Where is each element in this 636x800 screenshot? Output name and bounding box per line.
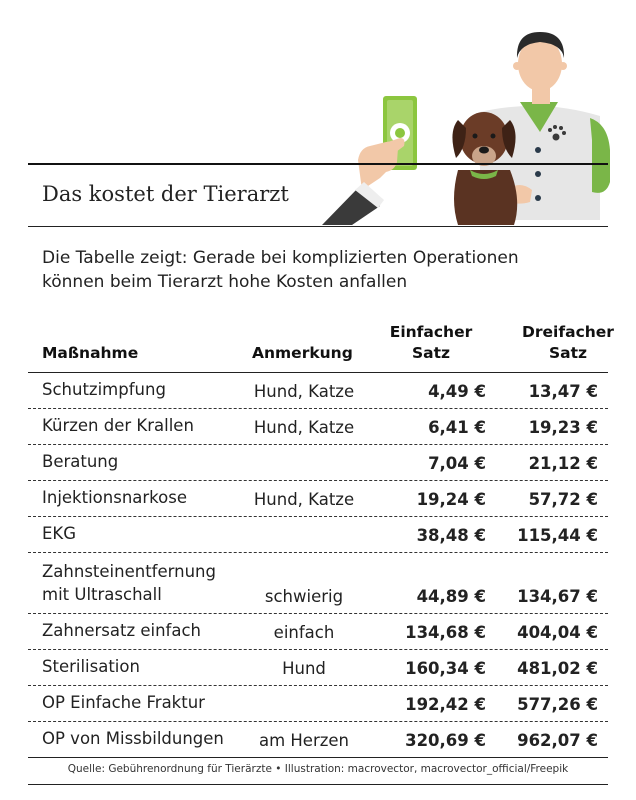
cell-note: Hund, Katze	[253, 490, 355, 509]
cell-single-rate: 44,89 €	[416, 587, 486, 606]
cell-single-rate: 38,48 €	[416, 526, 486, 545]
table-row	[28, 517, 608, 553]
table-row	[28, 373, 608, 409]
cell-note: Hund, Katze	[253, 418, 355, 437]
cell-triple-rate: 13,47 €	[528, 382, 598, 401]
header-top-rule	[28, 163, 608, 165]
intro-text	[42, 246, 582, 294]
table-row	[28, 614, 608, 650]
cell-single-rate: 7,04 €	[428, 454, 486, 473]
cell-single-rate: 19,24 €	[416, 490, 486, 509]
cell-single-rate: 4,49 €	[428, 382, 486, 401]
cell-triple-rate: 481,02 €	[517, 659, 598, 678]
table-row	[28, 650, 608, 686]
vet-illustration	[300, 20, 630, 235]
cell-triple-rate: 115,44 €	[517, 526, 598, 545]
cell-triple-rate: 134,67 €	[517, 587, 598, 606]
cell-measure-line-1: Zahnsteinentfernung	[42, 562, 216, 581]
cell-measure-line-2: mit Ultraschall	[42, 585, 162, 604]
cell-note: Hund	[282, 659, 326, 678]
cell-measure: OP Einfache Fraktur	[42, 693, 205, 712]
hand-with-money-icon	[322, 96, 417, 225]
cell-measure: Beratung	[42, 452, 119, 471]
intro-line-1: Die Tabelle zeigt: Gerade bei komplizierten Operationen	[42, 248, 519, 268]
cell-triple-rate: 19,23 €	[528, 418, 598, 437]
header-bottom-rule	[28, 226, 608, 227]
table-header	[28, 318, 614, 373]
cell-triple-rate: 57,72 €	[528, 490, 598, 509]
page-title: Das kostet der Tierarzt	[42, 182, 289, 206]
header-single-line-1: Einfacher	[389, 323, 473, 341]
cell-single-rate: 160,34 €	[405, 659, 486, 678]
header-triple-rate	[498, 322, 636, 364]
cell-triple-rate: 404,04 €	[517, 623, 598, 642]
header-triple-line-1: Dreifacher	[522, 323, 614, 341]
header-triple-line-2: Satz	[548, 344, 588, 362]
header-single-rate	[376, 322, 486, 364]
cell-triple-rate: 21,12 €	[528, 454, 598, 473]
table-row	[28, 445, 608, 481]
table-row	[28, 553, 608, 614]
header-measure: Maßnahme	[42, 344, 139, 362]
cell-single-rate: 134,68 €	[405, 623, 486, 642]
cell-triple-rate: 577,26 €	[517, 695, 598, 714]
table-row	[28, 686, 608, 722]
cell-note: schwierig	[264, 587, 344, 606]
cell-measure: Kürzen der Krallen	[42, 416, 194, 435]
cell-single-rate: 320,69 €	[405, 731, 486, 750]
source-credit: Quelle: Gebührenordnung für Tierärzte • Illustration: macrovector, macrovector_official/Freepik	[67, 763, 569, 775]
cell-single-rate: 6,41 €	[428, 418, 486, 437]
cell-measure: Zahnersatz einfach	[42, 621, 201, 640]
cost-table	[28, 318, 614, 758]
cell-triple-rate: 962,07 €	[517, 731, 598, 750]
table-row	[28, 481, 608, 517]
cell-note: am Herzen	[258, 731, 350, 750]
header-single-line-2: Satz	[411, 344, 451, 362]
cell-measure	[42, 560, 216, 606]
cell-measure: Injektionsnarkose	[42, 488, 187, 507]
cell-note: einfach	[273, 623, 335, 642]
table-row	[28, 722, 608, 758]
cell-measure: OP von Missbildungen	[42, 729, 224, 748]
cell-measure: Sterilisation	[42, 657, 140, 676]
header-note: Anmerkung	[252, 344, 353, 362]
footer-rule	[28, 784, 608, 785]
intro-line-2: können beim Tierarzt hohe Kosten anfallen	[42, 272, 408, 292]
cell-measure: EKG	[42, 524, 77, 543]
cell-measure: Schutzimpfung	[42, 380, 166, 399]
cell-note: Hund, Katze	[253, 382, 355, 401]
table-row	[28, 409, 608, 445]
cell-single-rate: 192,42 €	[405, 695, 486, 714]
